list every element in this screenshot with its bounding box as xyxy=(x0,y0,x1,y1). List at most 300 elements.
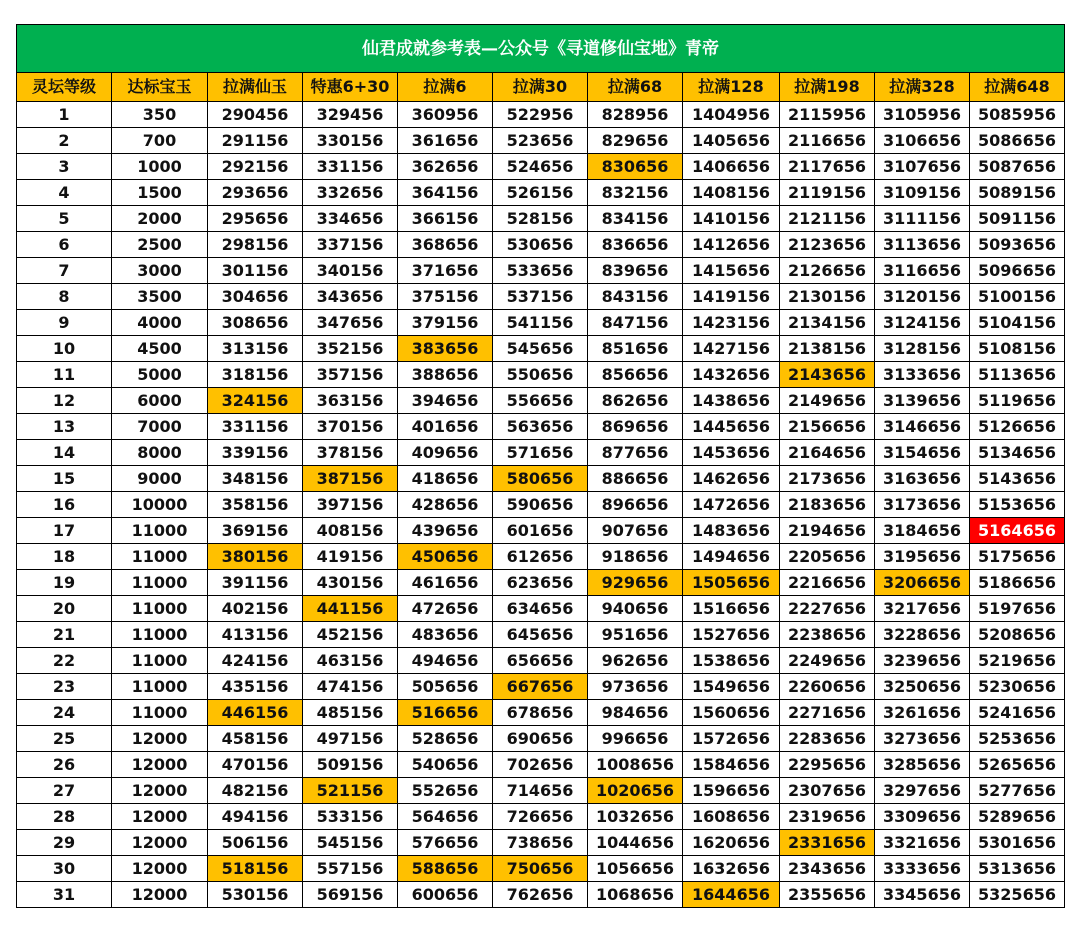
table-cell: 12000 xyxy=(112,804,208,830)
level-cell: 2 xyxy=(17,128,112,154)
table-row xyxy=(17,232,1065,258)
table-cell: 518156 xyxy=(208,856,303,882)
column-header: 拉满648 xyxy=(970,73,1065,102)
table-cell: 12000 xyxy=(112,778,208,804)
table-cell: 2331656 xyxy=(780,830,875,856)
table-cell: 1404956 xyxy=(683,102,780,128)
level-cell: 25 xyxy=(17,726,112,752)
table-cell: 3120156 xyxy=(875,284,970,310)
table-cell: 5089156 xyxy=(970,180,1065,206)
table-cell: 363156 xyxy=(303,388,398,414)
table-cell: 368656 xyxy=(398,232,493,258)
level-cell: 19 xyxy=(17,570,112,596)
table-row xyxy=(17,596,1065,622)
table-cell: 329456 xyxy=(303,102,398,128)
table-cell: 458156 xyxy=(208,726,303,752)
table-cell: 576656 xyxy=(398,830,493,856)
table-cell: 1000 xyxy=(112,154,208,180)
table-cell: 11000 xyxy=(112,544,208,570)
column-header: 特惠6+30 xyxy=(303,73,398,102)
table-cell: 5230656 xyxy=(970,674,1065,700)
table-cell: 5277656 xyxy=(970,778,1065,804)
table-cell: 11000 xyxy=(112,700,208,726)
table-row xyxy=(17,284,1065,310)
table-cell: 1412656 xyxy=(683,232,780,258)
table-cell: 1494656 xyxy=(683,544,780,570)
column-header: 达标宝玉 xyxy=(112,73,208,102)
table-cell: 293656 xyxy=(208,180,303,206)
table-cell: 419156 xyxy=(303,544,398,570)
table-cell: 352156 xyxy=(303,336,398,362)
table-cell: 2116656 xyxy=(780,128,875,154)
level-cell: 18 xyxy=(17,544,112,570)
table-cell: 361656 xyxy=(398,128,493,154)
table-cell: 886656 xyxy=(588,466,683,492)
table-cell: 1644656 xyxy=(683,882,780,908)
table-cell: 1516656 xyxy=(683,596,780,622)
table-row xyxy=(17,206,1065,232)
table-row xyxy=(17,362,1065,388)
table-cell: 439656 xyxy=(398,518,493,544)
table-cell: 2355656 xyxy=(780,882,875,908)
table-cell: 714656 xyxy=(493,778,588,804)
table-cell: 304656 xyxy=(208,284,303,310)
table-cell: 3107656 xyxy=(875,154,970,180)
table-cell: 2156656 xyxy=(780,414,875,440)
table-cell: 1438656 xyxy=(683,388,780,414)
level-cell: 16 xyxy=(17,492,112,518)
table-cell: 563656 xyxy=(493,414,588,440)
table-cell: 2194656 xyxy=(780,518,875,544)
table-cell: 645656 xyxy=(493,622,588,648)
table-cell: 3261656 xyxy=(875,700,970,726)
table-cell: 12000 xyxy=(112,830,208,856)
table-cell: 540656 xyxy=(398,752,493,778)
table-cell: 2121156 xyxy=(780,206,875,232)
table-cell: 634656 xyxy=(493,596,588,622)
table-cell: 3128156 xyxy=(875,336,970,362)
table-cell: 537156 xyxy=(493,284,588,310)
table-row xyxy=(17,544,1065,570)
table-cell: 1462656 xyxy=(683,466,780,492)
table-cell: 446156 xyxy=(208,700,303,726)
table-cell: 313156 xyxy=(208,336,303,362)
table-cell: 5219656 xyxy=(970,648,1065,674)
table-row xyxy=(17,570,1065,596)
table-cell: 2205656 xyxy=(780,544,875,570)
table-cell: 7000 xyxy=(112,414,208,440)
table-cell: 2164656 xyxy=(780,440,875,466)
table-row xyxy=(17,388,1065,414)
table-cell: 5113656 xyxy=(970,362,1065,388)
table-cell: 678656 xyxy=(493,700,588,726)
table-cell: 526156 xyxy=(493,180,588,206)
table-cell: 580656 xyxy=(493,466,588,492)
table-cell: 738656 xyxy=(493,830,588,856)
table-cell: 1632656 xyxy=(683,856,780,882)
table-cell: 3250656 xyxy=(875,674,970,700)
table-cell: 348156 xyxy=(208,466,303,492)
table-cell: 347656 xyxy=(303,310,398,336)
table-row xyxy=(17,440,1065,466)
table-row xyxy=(17,336,1065,362)
achievement-reference-table xyxy=(16,24,1065,908)
table-cell: 291156 xyxy=(208,128,303,154)
table-cell: 388656 xyxy=(398,362,493,388)
table-cell: 522956 xyxy=(493,102,588,128)
table-cell: 1044656 xyxy=(588,830,683,856)
table-cell: 318156 xyxy=(208,362,303,388)
table-cell: 552656 xyxy=(398,778,493,804)
table-cell: 360956 xyxy=(398,102,493,128)
table-cell: 3139656 xyxy=(875,388,970,414)
table-cell: 656656 xyxy=(493,648,588,674)
table-cell: 11000 xyxy=(112,674,208,700)
table-cell: 5108156 xyxy=(970,336,1065,362)
table-cell: 843156 xyxy=(588,284,683,310)
table-cell: 2238656 xyxy=(780,622,875,648)
table-cell: 5087656 xyxy=(970,154,1065,180)
table-cell: 521156 xyxy=(303,778,398,804)
table-cell: 528156 xyxy=(493,206,588,232)
table-cell: 3173656 xyxy=(875,492,970,518)
table-cell: 1427156 xyxy=(683,336,780,362)
table-cell: 1008656 xyxy=(588,752,683,778)
level-cell: 22 xyxy=(17,648,112,674)
table-cell: 5091156 xyxy=(970,206,1065,232)
level-cell: 3 xyxy=(17,154,112,180)
table-cell: 5289656 xyxy=(970,804,1065,830)
table-cell: 700 xyxy=(112,128,208,154)
table-cell: 1483656 xyxy=(683,518,780,544)
table-cell: 308656 xyxy=(208,310,303,336)
table-cell: 1608656 xyxy=(683,804,780,830)
table-cell: 334656 xyxy=(303,206,398,232)
table-cell: 564656 xyxy=(398,804,493,830)
table-cell: 896656 xyxy=(588,492,683,518)
table-cell: 1032656 xyxy=(588,804,683,830)
table-cell: 5085956 xyxy=(970,102,1065,128)
table-cell: 295656 xyxy=(208,206,303,232)
table-cell: 3297656 xyxy=(875,778,970,804)
table-cell: 726656 xyxy=(493,804,588,830)
table-cell: 1423156 xyxy=(683,310,780,336)
level-cell: 23 xyxy=(17,674,112,700)
column-header: 灵坛等级 xyxy=(17,73,112,102)
table-cell: 533656 xyxy=(493,258,588,284)
table-cell: 358156 xyxy=(208,492,303,518)
table-cell: 470156 xyxy=(208,752,303,778)
table-row xyxy=(17,830,1065,856)
table-cell: 1068656 xyxy=(588,882,683,908)
table-cell: 545656 xyxy=(493,336,588,362)
table-cell: 494156 xyxy=(208,804,303,830)
table-cell: 569156 xyxy=(303,882,398,908)
table-cell: 3106656 xyxy=(875,128,970,154)
table-cell: 556656 xyxy=(493,388,588,414)
table-cell: 5325656 xyxy=(970,882,1065,908)
level-cell: 12 xyxy=(17,388,112,414)
table-cell: 3109156 xyxy=(875,180,970,206)
table-cell: 667656 xyxy=(493,674,588,700)
level-cell: 1 xyxy=(17,102,112,128)
table-cell: 702656 xyxy=(493,752,588,778)
table-cell: 331156 xyxy=(303,154,398,180)
table-cell: 428656 xyxy=(398,492,493,518)
table-cell: 856656 xyxy=(588,362,683,388)
table-cell: 2500 xyxy=(112,232,208,258)
column-header: 拉满198 xyxy=(780,73,875,102)
table-cell: 3154656 xyxy=(875,440,970,466)
table-cell: 3217656 xyxy=(875,596,970,622)
table-row xyxy=(17,856,1065,882)
table-cell: 350 xyxy=(112,102,208,128)
table-cell: 409656 xyxy=(398,440,493,466)
table-row xyxy=(17,518,1065,544)
table-cell: 750656 xyxy=(493,856,588,882)
table-cell: 5175656 xyxy=(970,544,1065,570)
header-row xyxy=(17,73,1065,102)
table-cell: 1408156 xyxy=(683,180,780,206)
table-cell: 413156 xyxy=(208,622,303,648)
table-cell: 12000 xyxy=(112,856,208,882)
table-cell: 1505656 xyxy=(683,570,780,596)
table-cell: 5241656 xyxy=(970,700,1065,726)
table-cell: 590656 xyxy=(493,492,588,518)
table-cell: 375156 xyxy=(398,284,493,310)
table-cell: 424156 xyxy=(208,648,303,674)
table-cell: 369156 xyxy=(208,518,303,544)
table-cell: 5197656 xyxy=(970,596,1065,622)
level-cell: 4 xyxy=(17,180,112,206)
table-cell: 298156 xyxy=(208,232,303,258)
table-cell: 1453656 xyxy=(683,440,780,466)
table-cell: 9000 xyxy=(112,466,208,492)
table-cell: 10000 xyxy=(112,492,208,518)
table-cell: 530156 xyxy=(208,882,303,908)
table-cell: 1419156 xyxy=(683,284,780,310)
table-cell: 929656 xyxy=(588,570,683,596)
table-cell: 600656 xyxy=(398,882,493,908)
column-header: 拉满328 xyxy=(875,73,970,102)
table-cell: 1620656 xyxy=(683,830,780,856)
table-cell: 601656 xyxy=(493,518,588,544)
table-cell: 612656 xyxy=(493,544,588,570)
level-cell: 13 xyxy=(17,414,112,440)
table-cell: 3285656 xyxy=(875,752,970,778)
table-cell: 1472656 xyxy=(683,492,780,518)
table-cell: 996656 xyxy=(588,726,683,752)
table-row xyxy=(17,726,1065,752)
table-cell: 1572656 xyxy=(683,726,780,752)
table-cell: 371656 xyxy=(398,258,493,284)
table-cell: 370156 xyxy=(303,414,398,440)
table-cell: 380156 xyxy=(208,544,303,570)
table-cell: 918656 xyxy=(588,544,683,570)
table-cell: 505656 xyxy=(398,674,493,700)
table-cell: 5126656 xyxy=(970,414,1065,440)
title-row xyxy=(17,25,1065,73)
table-cell: 331156 xyxy=(208,414,303,440)
table-cell: 5153656 xyxy=(970,492,1065,518)
table-cell: 450656 xyxy=(398,544,493,570)
table-cell: 2134156 xyxy=(780,310,875,336)
column-header: 拉满仙玉 xyxy=(208,73,303,102)
table-cell: 5208656 xyxy=(970,622,1065,648)
level-cell: 24 xyxy=(17,700,112,726)
table-cell: 324156 xyxy=(208,388,303,414)
table-cell: 2343656 xyxy=(780,856,875,882)
level-cell: 30 xyxy=(17,856,112,882)
table-cell: 408156 xyxy=(303,518,398,544)
table-cell: 343656 xyxy=(303,284,398,310)
table-row xyxy=(17,882,1065,908)
level-cell: 15 xyxy=(17,466,112,492)
table-row xyxy=(17,752,1065,778)
table-cell: 1527656 xyxy=(683,622,780,648)
table-cell: 2143656 xyxy=(780,362,875,388)
table-cell: 362656 xyxy=(398,154,493,180)
table-cell: 5134656 xyxy=(970,440,1065,466)
table-cell: 332656 xyxy=(303,180,398,206)
table-cell: 533156 xyxy=(303,804,398,830)
table-cell: 1410156 xyxy=(683,206,780,232)
table-cell: 3309656 xyxy=(875,804,970,830)
table-cell: 364156 xyxy=(398,180,493,206)
table-cell: 340156 xyxy=(303,258,398,284)
table-cell: 836656 xyxy=(588,232,683,258)
table-cell: 3333656 xyxy=(875,856,970,882)
table-cell: 862656 xyxy=(588,388,683,414)
table-cell: 2260656 xyxy=(780,674,875,700)
level-cell: 9 xyxy=(17,310,112,336)
table-cell: 485156 xyxy=(303,700,398,726)
table-cell: 3345656 xyxy=(875,882,970,908)
table-cell: 290456 xyxy=(208,102,303,128)
table-cell: 2183656 xyxy=(780,492,875,518)
level-cell: 21 xyxy=(17,622,112,648)
level-cell: 31 xyxy=(17,882,112,908)
table-cell: 1596656 xyxy=(683,778,780,804)
table-cell: 984656 xyxy=(588,700,683,726)
table-cell: 2123656 xyxy=(780,232,875,258)
table-cell: 3111156 xyxy=(875,206,970,232)
table-cell: 828956 xyxy=(588,102,683,128)
table-cell: 623656 xyxy=(493,570,588,596)
table-cell: 482156 xyxy=(208,778,303,804)
table-cell: 5100156 xyxy=(970,284,1065,310)
table-cell: 2319656 xyxy=(780,804,875,830)
table-cell: 832156 xyxy=(588,180,683,206)
table-cell: 8000 xyxy=(112,440,208,466)
table-cell: 530656 xyxy=(493,232,588,258)
table-cell: 5301656 xyxy=(970,830,1065,856)
table-cell: 1405656 xyxy=(683,128,780,154)
table-cell: 11000 xyxy=(112,570,208,596)
table-cell: 1056656 xyxy=(588,856,683,882)
table-cell: 463156 xyxy=(303,648,398,674)
table-row xyxy=(17,466,1065,492)
table-cell: 337156 xyxy=(303,232,398,258)
table-cell: 2138156 xyxy=(780,336,875,362)
table-cell: 5253656 xyxy=(970,726,1065,752)
table-cell: 3321656 xyxy=(875,830,970,856)
table-cell: 1020656 xyxy=(588,778,683,804)
table-cell: 461656 xyxy=(398,570,493,596)
level-cell: 27 xyxy=(17,778,112,804)
table-cell: 3500 xyxy=(112,284,208,310)
level-cell: 29 xyxy=(17,830,112,856)
table-cell: 3228656 xyxy=(875,622,970,648)
table-cell: 2000 xyxy=(112,206,208,232)
table-cell: 11000 xyxy=(112,622,208,648)
table-cell: 3195656 xyxy=(875,544,970,570)
table-cell: 1415656 xyxy=(683,258,780,284)
table-cell: 523656 xyxy=(493,128,588,154)
column-header: 拉满128 xyxy=(683,73,780,102)
table-cell: 383656 xyxy=(398,336,493,362)
table-cell: 2249656 xyxy=(780,648,875,674)
table-row xyxy=(17,674,1065,700)
level-cell: 5 xyxy=(17,206,112,232)
table-cell: 847156 xyxy=(588,310,683,336)
table-cell: 541156 xyxy=(493,310,588,336)
table-cell: 4000 xyxy=(112,310,208,336)
table-cell: 830656 xyxy=(588,154,683,180)
table-cell: 5000 xyxy=(112,362,208,388)
table-cell: 571656 xyxy=(493,440,588,466)
table-cell: 3184656 xyxy=(875,518,970,544)
table-cell: 418656 xyxy=(398,466,493,492)
table-cell: 12000 xyxy=(112,882,208,908)
table-cell: 394656 xyxy=(398,388,493,414)
table-cell: 5164656 xyxy=(970,518,1065,544)
table-row xyxy=(17,102,1065,128)
table-cell: 497156 xyxy=(303,726,398,752)
table-cell: 762656 xyxy=(493,882,588,908)
table-row xyxy=(17,622,1065,648)
table-cell: 5265656 xyxy=(970,752,1065,778)
table-cell: 301156 xyxy=(208,258,303,284)
table-cell: 494656 xyxy=(398,648,493,674)
table-cell: 940656 xyxy=(588,596,683,622)
table-row xyxy=(17,778,1065,804)
table-cell: 401656 xyxy=(398,414,493,440)
table-cell: 2271656 xyxy=(780,700,875,726)
table-cell: 1500 xyxy=(112,180,208,206)
table-cell: 357156 xyxy=(303,362,398,388)
table-cell: 951656 xyxy=(588,622,683,648)
table-cell: 3146656 xyxy=(875,414,970,440)
table-cell: 1445656 xyxy=(683,414,780,440)
table-cell: 3124156 xyxy=(875,310,970,336)
table-cell: 5086656 xyxy=(970,128,1065,154)
table-cell: 2227656 xyxy=(780,596,875,622)
table-row xyxy=(17,414,1065,440)
table-cell: 11000 xyxy=(112,648,208,674)
table-cell: 588656 xyxy=(398,856,493,882)
table-cell: 528656 xyxy=(398,726,493,752)
table-cell: 3116656 xyxy=(875,258,970,284)
table-cell: 829656 xyxy=(588,128,683,154)
table-row xyxy=(17,180,1065,206)
table-row xyxy=(17,128,1065,154)
table-row xyxy=(17,648,1065,674)
table-cell: 545156 xyxy=(303,830,398,856)
table-cell: 3133656 xyxy=(875,362,970,388)
table-cell: 877656 xyxy=(588,440,683,466)
table-cell: 973656 xyxy=(588,674,683,700)
